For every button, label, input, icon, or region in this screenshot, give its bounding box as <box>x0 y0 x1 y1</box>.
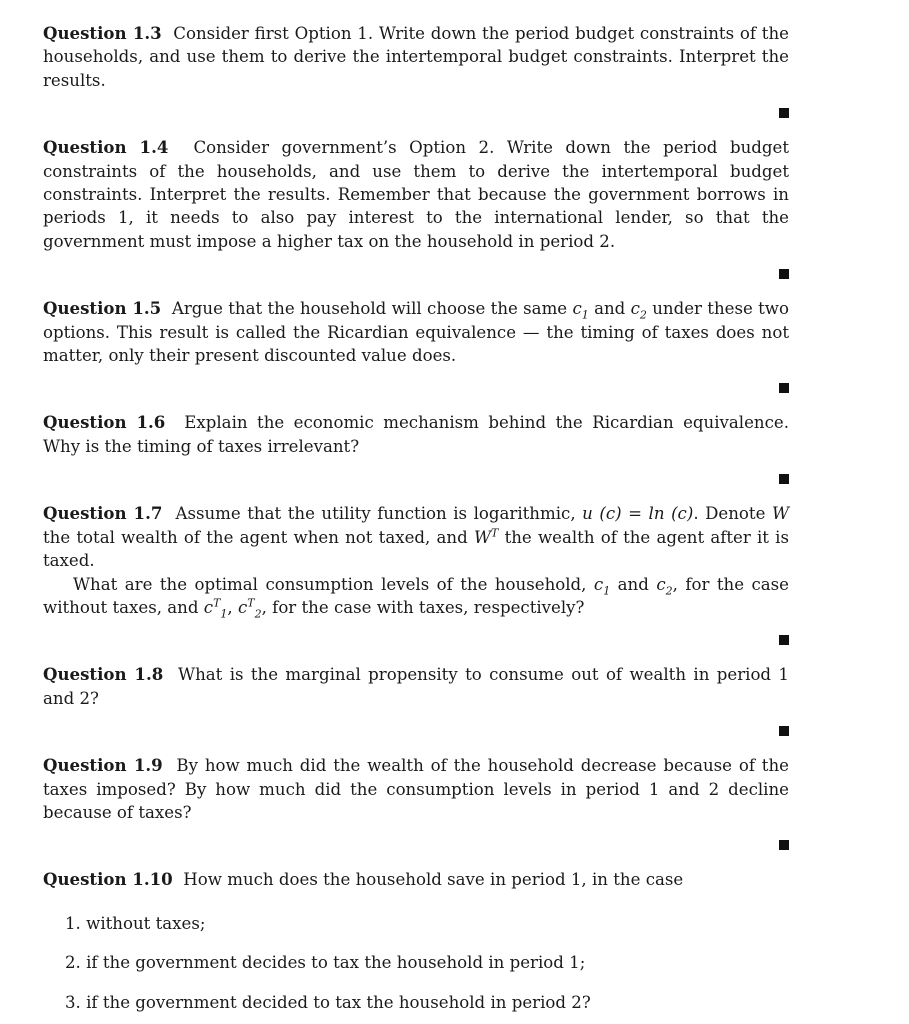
question-label: Question 1.10 <box>43 869 173 890</box>
question-1-4 <box>43 136 789 253</box>
qed-marker <box>43 710 789 754</box>
question-text: Explain the economic mechanism behind the Ricardian equivalence. Why is the timing of taxes irrelevant? <box>43 413 789 456</box>
question-label: Question 1.3 <box>43 23 162 43</box>
question-label: Question 1.5 <box>43 298 162 319</box>
qed-marker <box>43 253 789 297</box>
math-c1: $c_1$ <box>572 299 589 322</box>
utility-function: u (c) = ln (c) <box>582 504 694 524</box>
question-1-9 <box>43 754 789 824</box>
enumerated-list <box>43 912 789 1014</box>
math-WT: $W^T$ <box>473 526 499 547</box>
question-1-7-paragraph-2: What are the optimal consumption levels of the household, $c_1$ and $c_2$, for the case without taxes, and $c^T_1$, $c^T_2$, for the case with taxes, respectively? <box>43 574 789 621</box>
qed-box-icon <box>779 840 789 850</box>
question-1-8 <box>43 663 789 710</box>
math-W: W <box>771 504 789 524</box>
list-item: 2. if the government decides to tax the household in period 1; <box>65 953 586 973</box>
qed-marker <box>43 619 789 663</box>
qed-marker <box>43 458 789 502</box>
question-text: How much does the household save in period 1, in the case <box>183 870 684 890</box>
question-1-10 <box>43 868 789 891</box>
question-label: Question 1.6 <box>43 412 166 433</box>
qed-marker <box>43 92 789 136</box>
qed-box-icon <box>779 474 789 484</box>
question-label: Question 1.8 <box>43 664 164 685</box>
question-text: What is the marginal propensity to consume out of wealth in period 1 and 2? <box>43 665 789 708</box>
math-c2T: $c^T_2$ <box>237 596 262 621</box>
math-c2: $c_2$ <box>630 299 647 322</box>
list-item: 3. if the government decided to tax the household in period 2? <box>65 992 591 1012</box>
qed-box-icon <box>779 726 789 736</box>
math-c1T: $c^T_1$ <box>203 596 228 621</box>
qed-box-icon <box>779 269 789 279</box>
list-item: 1. without taxes; <box>65 913 206 933</box>
question-text: Consider government’s Option 2. Write down the period budget constraints of the households, and use them to derive the intertemporal budget constraints. Interpret the results. Remember that because the government borrows in periods 1, it needs to also pay interest to the international lender, so that the government must impose a higher tax on the household in period 2. <box>43 138 789 251</box>
question-label: Question 1.9 <box>43 755 163 776</box>
qed-box-icon <box>779 635 789 645</box>
question-label: Question 1.4 <box>43 137 169 158</box>
question-text: Argue that the household will choose the same <box>171 299 568 319</box>
question-1-6 <box>43 411 789 458</box>
qed-box-icon <box>779 383 789 393</box>
qed-box-icon <box>779 108 789 118</box>
question-text: By how much did the wealth of the household decrease because of the taxes imposed? By how much did the consumption levels in period 1 and 2 decline because of taxes? <box>43 756 789 822</box>
question-text: Consider first Option 1. Write down the period budget constraints of the households, and use them to derive the intertemporal budget constraints. Interpret the results. <box>43 24 789 90</box>
question-1-3 <box>43 22 789 92</box>
qed-marker <box>43 824 789 868</box>
qed-marker <box>43 367 789 411</box>
question-1-7: Question 1.7 Assume that the utility function is logarithmic, u (c) = ln (c). Denote W the total wealth of the agent when not taxed, and $W^T$ the wealth of the agent after it is taxed. <box>43 503 790 571</box>
math-c1: $c_1$ <box>593 574 611 597</box>
question-1-5: Question 1.5 Argue that the household will choose the same $c_1$ and $c_2$ under these two options. This result is called the Ricardian equivalence — the timing of taxes does not matter, only their present discounted value does. <box>43 298 789 366</box>
question-label: Question 1.7 <box>43 503 163 524</box>
math-c2: $c_2$ <box>656 574 673 597</box>
